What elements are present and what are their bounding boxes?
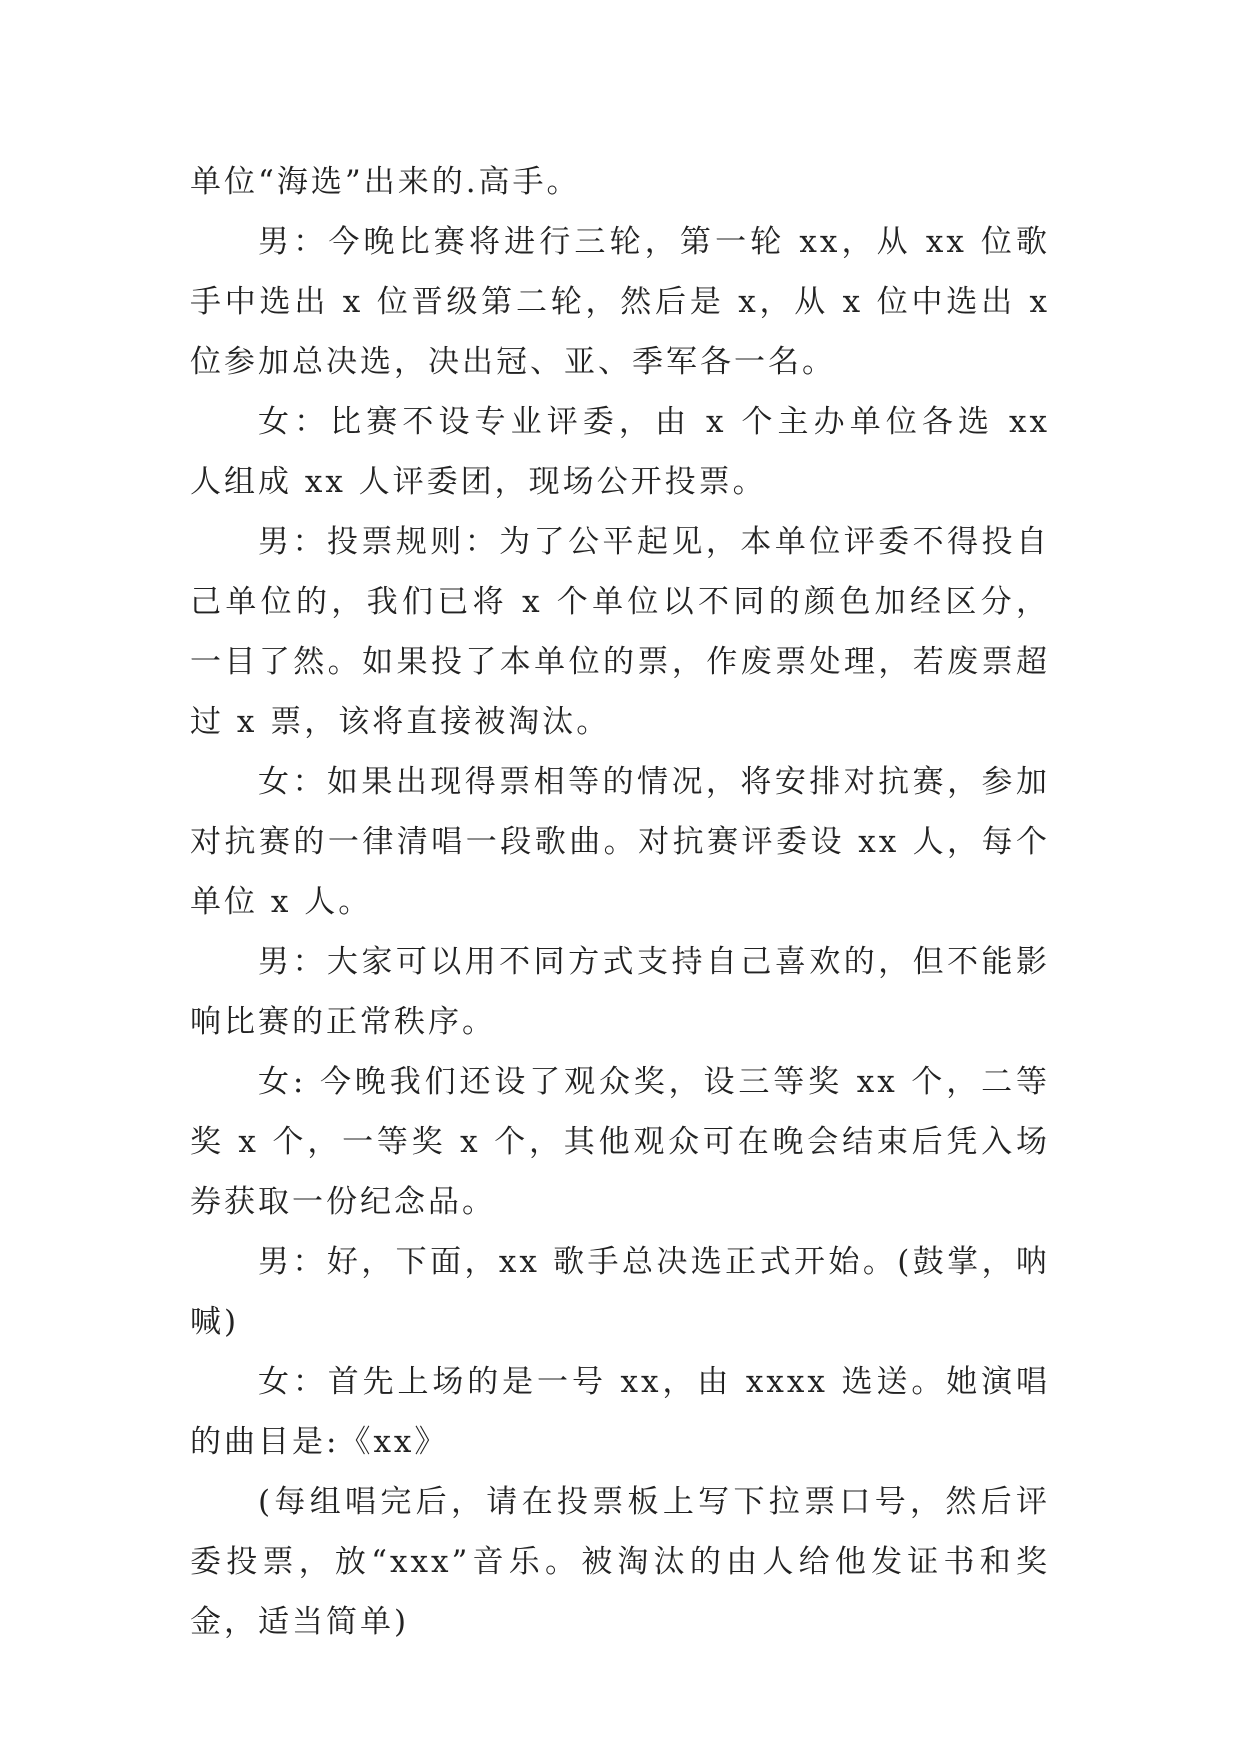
paragraph-female-tiebreak: 女：如果出现得票相等的情况，将安排对抗赛，参加对抗赛的一律清唱一段歌曲。对抗赛评委设 xx 人，每个单位 x 人。 (190, 764, 1050, 920)
paragraph-female-first-performer: 女：首先上场的是一号 xx，由 xxxx 选送。她演唱的曲目是:《xx》 (190, 1364, 1050, 1460)
paragraph-male-voting-rules: 男：投票规则：为了公平起见，本单位评委不得投自己单位的，我们已将 x 个单位以不同的颜色加经区分，一目了然。如果投了本单位的票，作废票处理，若废票超过 x 票，该将直接被淘汰。 (190, 524, 1050, 740)
paragraph-male-start: 男：好，下面，xx 歌手总决选正式开始。(鼓掌，呐喊) (190, 1244, 1050, 1340)
paragraph-stage-direction: (每组唱完后，请在投票板上写下拉票口号，然后评委投票，放“xxx”音乐。被淘汰的由人给他发证书和奖金，适当简单) (190, 1484, 1050, 1640)
document-body (190, 152, 1050, 1652)
paragraph-female-audience-prize: 女: 今晚我们还设了观众奖，设三等奖 xx 个，二等奖 x 个，一等奖 x 个，其他观众可在晚会结束后凭入场券获取一份纪念品。 (190, 1064, 1050, 1220)
paragraph-male-rounds: 男：今晚比赛将进行三轮，第一轮 xx，从 xx 位歌手中选出 x 位晋级第二轮，然后是 x，从 x 位中选出 x 位参加总决选，决出冠、亚、季军各一名。 (190, 224, 1050, 380)
paragraph-male-support: 男：大家可以用不同方式支持自己喜欢的，但不能影响比赛的正常秩序。 (190, 944, 1050, 1040)
paragraph-continuation: 单位“海选”出来的.高手。 (190, 164, 581, 200)
paragraph-female-judges: 女：比赛不设专业评委，由 x 个主办单位各选 xx 人组成 xx 人评委团，现场公开投票。 (190, 404, 1050, 500)
